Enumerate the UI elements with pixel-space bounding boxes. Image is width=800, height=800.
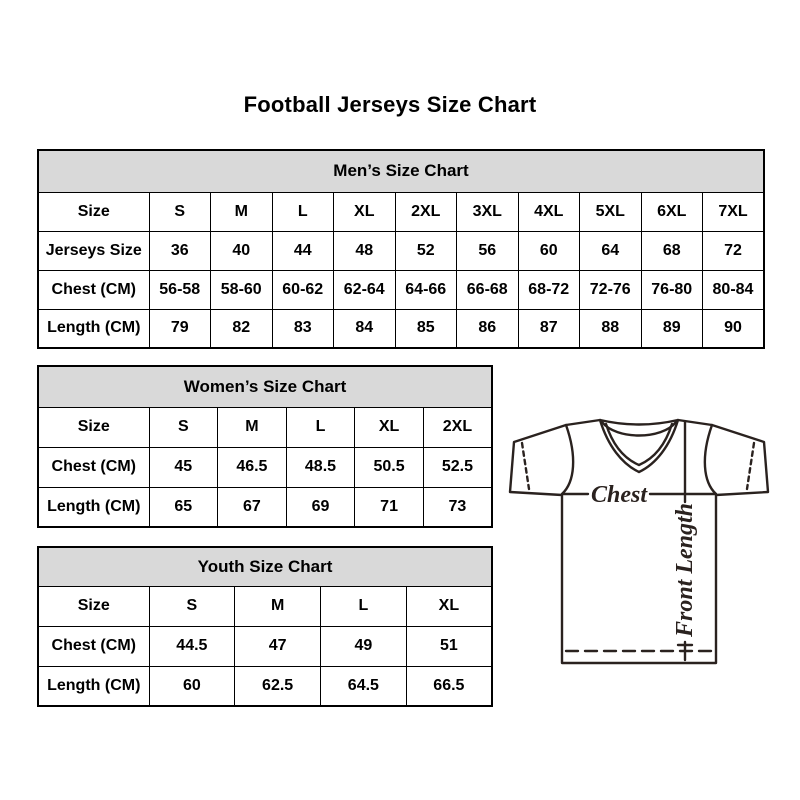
- size-value-cell: 65: [149, 487, 218, 527]
- size-value-cell: 62-64: [334, 270, 396, 309]
- size-value-cell: 68-72: [518, 270, 580, 309]
- size-value-cell: 40: [211, 231, 273, 270]
- table-row: [38, 270, 764, 309]
- armhole-left-seam: [562, 425, 573, 494]
- size-value-cell: 76-80: [641, 270, 703, 309]
- table-row: [38, 626, 492, 666]
- size-value-cell: 88: [580, 309, 642, 348]
- armhole-right-seam: [705, 425, 716, 494]
- size-value-cell: 73: [423, 487, 492, 527]
- youth-size-table: [37, 546, 493, 707]
- size-value-cell: M: [211, 192, 273, 231]
- size-value-cell: 72-76: [580, 270, 642, 309]
- row-label: Size: [38, 586, 149, 626]
- row-label: Length (CM): [38, 666, 149, 706]
- size-value-cell: 89: [641, 309, 703, 348]
- size-value-cell: 69: [286, 487, 355, 527]
- size-value-cell: 45: [149, 447, 218, 487]
- size-value-cell: 64: [580, 231, 642, 270]
- size-value-cell: 3XL: [457, 192, 519, 231]
- size-value-cell: 60-62: [272, 270, 334, 309]
- size-value-cell: XL: [334, 192, 396, 231]
- table-header-row: [38, 150, 764, 192]
- size-value-cell: 7XL: [703, 192, 765, 231]
- size-value-cell: 60: [518, 231, 580, 270]
- table-header-row: [38, 366, 492, 407]
- size-value-cell: 52: [395, 231, 457, 270]
- size-value-cell: 44.5: [149, 626, 235, 666]
- row-label: Length (CM): [38, 487, 149, 527]
- size-value-cell: 51: [406, 626, 492, 666]
- size-value-cell: S: [149, 192, 211, 231]
- size-value-cell: 64.5: [321, 666, 407, 706]
- table-row: [38, 192, 764, 231]
- table-row: [38, 231, 764, 270]
- size-value-cell: 58-60: [211, 270, 273, 309]
- table-title: Women’s Size Chart: [38, 366, 492, 407]
- size-value-cell: 83: [272, 309, 334, 348]
- size-value-cell: 49: [321, 626, 407, 666]
- table-header-row: [38, 547, 492, 586]
- table-row: [38, 666, 492, 706]
- size-value-cell: 2XL: [395, 192, 457, 231]
- size-value-cell: 4XL: [518, 192, 580, 231]
- table-title: Youth Size Chart: [38, 547, 492, 586]
- size-value-cell: 86: [457, 309, 519, 348]
- row-label: Chest (CM): [38, 626, 149, 666]
- row-label: Size: [38, 192, 149, 231]
- size-value-cell: 66.5: [406, 666, 492, 706]
- size-value-cell: M: [218, 407, 287, 447]
- size-value-cell: S: [149, 407, 218, 447]
- size-value-cell: 71: [355, 487, 424, 527]
- cuff-left-dashed-line: [522, 443, 529, 489]
- size-value-cell: 84: [334, 309, 396, 348]
- table-row: [38, 447, 492, 487]
- size-value-cell: 2XL: [423, 407, 492, 447]
- jersey-measurement-diagram: [502, 398, 774, 670]
- size-value-cell: 50.5: [355, 447, 424, 487]
- size-value-cell: 62.5: [235, 666, 321, 706]
- table-row: [38, 407, 492, 447]
- size-value-cell: 36: [149, 231, 211, 270]
- size-value-cell: 85: [395, 309, 457, 348]
- page-title: Football Jerseys Size Chart: [243, 92, 537, 117]
- size-value-cell: 47: [235, 626, 321, 666]
- size-value-cell: 80-84: [703, 270, 765, 309]
- size-value-cell: XL: [355, 407, 424, 447]
- chest-label: Chest: [590, 482, 648, 508]
- row-label: Chest (CM): [38, 270, 149, 309]
- size-value-cell: 68: [641, 231, 703, 270]
- size-value-cell: L: [272, 192, 334, 231]
- table-row: [38, 586, 492, 626]
- size-value-cell: 72: [703, 231, 765, 270]
- mens-size-table: [37, 149, 765, 349]
- size-value-cell: 82: [211, 309, 273, 348]
- cuff-right-dashed-line: [747, 443, 754, 489]
- size-value-cell: 44: [272, 231, 334, 270]
- size-value-cell: 56-58: [149, 270, 211, 309]
- size-value-cell: 87: [518, 309, 580, 348]
- row-label: Length (CM): [38, 309, 149, 348]
- size-value-cell: 64-66: [395, 270, 457, 309]
- collar-inner: [606, 424, 672, 465]
- table-row: [38, 487, 492, 527]
- size-value-cell: L: [321, 586, 407, 626]
- size-value-cell: S: [149, 586, 235, 626]
- size-value-cell: 48: [334, 231, 396, 270]
- size-value-cell: 67: [218, 487, 287, 527]
- row-label: Chest (CM): [38, 447, 149, 487]
- size-value-cell: 79: [149, 309, 211, 348]
- jersey-outline: [510, 420, 768, 663]
- size-value-cell: 6XL: [641, 192, 703, 231]
- size-value-cell: 52.5: [423, 447, 492, 487]
- size-value-cell: 66-68: [457, 270, 519, 309]
- size-value-cell: 5XL: [580, 192, 642, 231]
- front-length-label: Front Length: [672, 502, 698, 638]
- size-value-cell: XL: [406, 586, 492, 626]
- size-value-cell: 56: [457, 231, 519, 270]
- row-label: Jerseys Size: [38, 231, 149, 270]
- size-value-cell: L: [286, 407, 355, 447]
- size-value-cell: 60: [149, 666, 235, 706]
- size-value-cell: 48.5: [286, 447, 355, 487]
- size-value-cell: M: [235, 586, 321, 626]
- table-title: Men’s Size Chart: [38, 150, 764, 192]
- table-row: [38, 309, 764, 348]
- size-value-cell: 46.5: [218, 447, 287, 487]
- row-label: Size: [38, 407, 149, 447]
- womens-size-table: [37, 365, 493, 528]
- size-value-cell: 90: [703, 309, 765, 348]
